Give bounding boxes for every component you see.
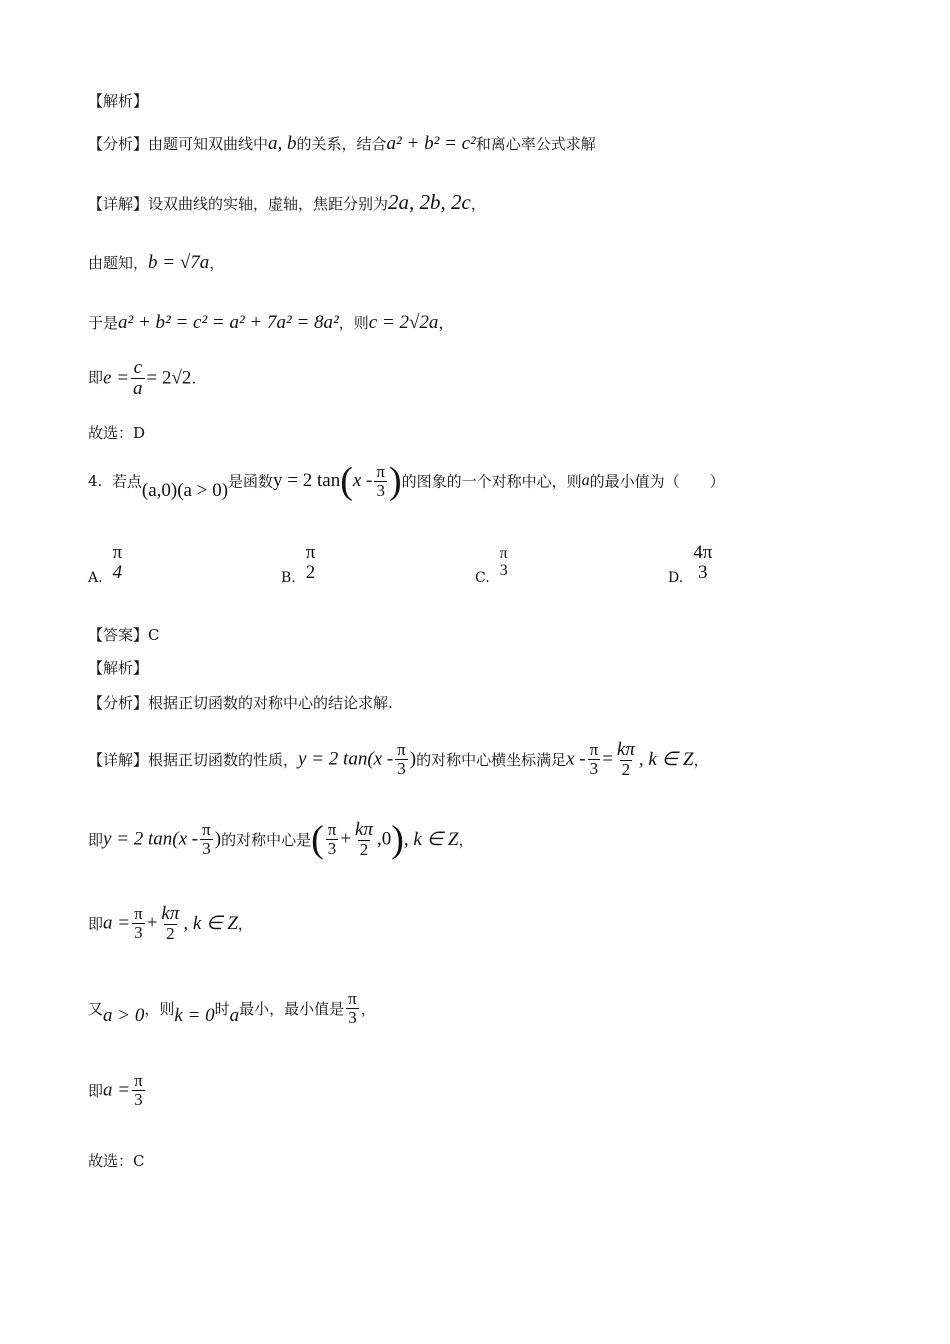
q3-line3 [88, 312, 453, 334]
fraction [159, 904, 181, 943]
frac-den: 3 [397, 758, 406, 778]
detail-cond: x - [566, 748, 586, 770]
frac-num: π [499, 545, 508, 563]
l3-text: 即 [88, 914, 104, 933]
q4-text3: 的图象的一个对称中心，则 [401, 472, 582, 491]
l3-end: ， [237, 914, 253, 933]
paren-right: ) [391, 818, 404, 861]
analysis-text: 根据正切函数的对称中心的结论求解. [148, 694, 393, 712]
frac-num: 4π [693, 542, 713, 564]
frac-den: 3 [202, 838, 211, 858]
l4-k: k = 0 [174, 1005, 215, 1027]
fraction [615, 740, 637, 779]
analysis-text: 由题可知双曲线中 [148, 135, 269, 153]
option-fraction [304, 543, 318, 583]
frac-den: 3 [134, 1089, 143, 1109]
math-vars: 2a, 2b, 2c [388, 190, 471, 214]
option-d[interactable] [668, 540, 716, 586]
option-label: B. [281, 570, 296, 586]
fraction [132, 1072, 145, 1109]
frac-num: π [589, 740, 599, 760]
frac-num: π [112, 542, 123, 564]
option-label: C. [475, 570, 490, 586]
l2-mid: 的对称中心是 [221, 830, 312, 849]
frac-den: 2 [621, 759, 631, 779]
option-label: A. [88, 570, 103, 586]
fraction [374, 463, 387, 500]
frac-den: 3 [134, 922, 143, 942]
equals: = [602, 748, 613, 770]
q4-number: 4. [88, 472, 103, 490]
fraction [346, 990, 359, 1027]
paren-right: ) [388, 460, 402, 502]
option-fraction [111, 543, 125, 583]
comma-zero: ,0 [377, 828, 392, 850]
option-b[interactable] [281, 540, 319, 586]
option-c[interactable] [475, 540, 512, 586]
frac-num: π [305, 542, 316, 564]
answer-value: C [148, 626, 160, 644]
frac-num: kπ [161, 903, 180, 924]
line3-text: 于是 [88, 314, 119, 332]
frac-den: 4 [112, 562, 123, 583]
math-formula: a² + b² = c² = a² + 7a² = 8a² [118, 312, 339, 333]
q3-detail-line [88, 190, 486, 215]
frac-num: π [134, 904, 143, 924]
option-fraction [691, 543, 714, 583]
q4-analysis [88, 692, 393, 713]
l3-set: , k ∈ Z [183, 912, 238, 934]
q4-text2: 是函数 [228, 472, 274, 491]
l4-end: ， [360, 999, 376, 1018]
l4-a: a [229, 1005, 240, 1027]
paren-left: ( [311, 818, 324, 861]
frac-den: 3 [348, 1007, 357, 1027]
math-formula-2: c = 2√2a [368, 312, 439, 333]
frac-den: 3 [589, 758, 599, 778]
detail-end: ， [470, 195, 486, 213]
detail-tag: 【详解】 [88, 195, 149, 213]
frac-num: π [202, 820, 211, 840]
q4-answer [88, 624, 160, 645]
frac-den: a [133, 377, 143, 399]
option-label: D. [668, 570, 684, 586]
q4-question [88, 462, 725, 500]
q4-choose: 故选：C [88, 1152, 145, 1170]
math-formula: b = √7a [148, 252, 210, 273]
frac-num: kπ [616, 739, 635, 760]
frac-den: 2 [359, 839, 369, 859]
detail-set: , k ∈ Z [638, 748, 694, 770]
frac-num: c [133, 357, 142, 378]
frac-num: π [376, 461, 385, 481]
line3-end: ， [438, 314, 454, 332]
paren-left: ( [340, 460, 353, 502]
var-a: a [581, 472, 590, 489]
detail-end: ， [693, 750, 709, 769]
l4-cond: a > 0 [103, 1005, 145, 1027]
q3-line4 [88, 358, 196, 399]
option-a[interactable] [88, 540, 126, 586]
l2-end: ， [458, 830, 474, 849]
line2-text: 由题知， [88, 254, 149, 272]
detail-text: 根据正切函数的性质， [148, 750, 299, 769]
frac-den: 3 [499, 562, 508, 579]
detail-func: y = 2 tan(x - [298, 748, 394, 770]
answer-tag: 【答案】 [88, 626, 149, 644]
frac-num: π [348, 989, 357, 1008]
paren-right: ) [214, 828, 222, 850]
q4-point: (a,0)(a > 0) [141, 480, 229, 501]
option-fraction [498, 546, 510, 580]
fraction [326, 821, 339, 858]
math-rhs: = 2√2 [146, 367, 192, 389]
frac-num: π [327, 820, 337, 840]
q4-text4: 的最小值为（ ） [589, 472, 725, 491]
paren-right: ) [409, 748, 417, 770]
fraction [353, 820, 375, 859]
frac-den: 3 [697, 562, 708, 583]
q4-line3 [88, 904, 253, 943]
q4-line5 [88, 1072, 147, 1109]
line4-end: . [191, 369, 197, 388]
l5-text: 即 [88, 1081, 104, 1100]
detail-text: 设双曲线的实轴，虚轴，焦距分别为 [148, 195, 389, 213]
line2-end: ， [209, 254, 225, 272]
l2-func: y = 2 tan(x - [103, 828, 199, 850]
q4-func-x: x - [352, 470, 373, 491]
analysis-end: 和离心率公式求解 [475, 135, 596, 153]
l4-text1: 又 [88, 999, 104, 1018]
line3-mid: ，则 [338, 314, 369, 332]
q4-line2 [88, 820, 473, 859]
q3-line2 [88, 252, 224, 274]
line4-text: 即 [88, 368, 104, 387]
detail-tag: 【详解】 [88, 750, 149, 769]
l4-text3: 时 [214, 999, 230, 1018]
q4-func-lhs: y = 2 tan [273, 470, 341, 491]
plus: + [146, 912, 158, 934]
fraction [132, 905, 145, 942]
frac-den: 3 [376, 480, 385, 500]
analysis-tag: 【分析】 [88, 694, 149, 712]
detail-mid: 的对称中心横坐标满足 [416, 750, 567, 769]
analysis-tag: 【分析】 [88, 135, 149, 153]
math-formula: a² + b² = c² [386, 133, 476, 154]
plus: + [340, 828, 352, 850]
q4-detail [88, 740, 708, 779]
l2-text: 即 [88, 830, 104, 849]
math-e: e = [103, 367, 130, 389]
l3-a: a = [103, 912, 131, 934]
frac-den: 2 [166, 923, 175, 943]
l4-text2: ，则 [144, 999, 175, 1018]
q3-analysis-line [88, 133, 596, 155]
fraction [131, 358, 145, 399]
frac-num: π [134, 1071, 143, 1090]
fraction [200, 821, 213, 858]
frac-den: 3 [327, 838, 337, 858]
math-vars: a, b [268, 133, 297, 154]
jiexi-header: 【解析】 [88, 92, 149, 110]
q3-choose: 故选：D [88, 424, 146, 442]
frac-den: 2 [305, 562, 316, 583]
q4-text1: 若点 [111, 472, 142, 491]
fraction [588, 741, 601, 778]
l5-a: a = [103, 1079, 131, 1101]
l2-set: , k ∈ Z [403, 828, 459, 850]
analysis-mid: 的关系，结合 [296, 135, 387, 153]
q4-jiexi: 【解析】 [88, 659, 149, 677]
q4-line4 [88, 990, 376, 1027]
frac-num: π [397, 740, 406, 760]
fraction [395, 741, 408, 778]
l4-text4: 最小，最小值是 [239, 999, 345, 1018]
frac-num: kπ [355, 819, 373, 840]
